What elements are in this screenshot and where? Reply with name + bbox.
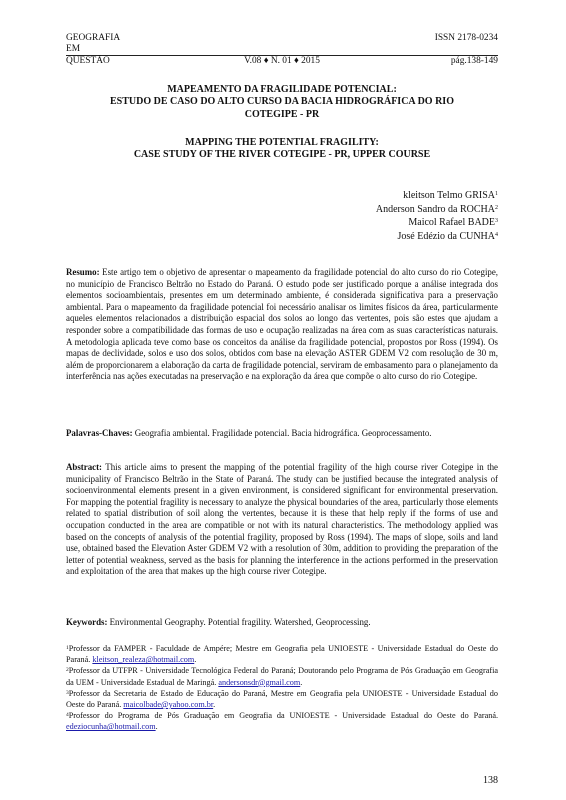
abstract-text: This article aims to present the mapping of the potential fragility of the high course river Cotegipe in the municipality of Francisco Beltrão in the State of Paraná. The study can be justified because the integrated analysis of socioenvironmental elements present in a given environment, is considered significant for environmental preservation. For mapping the potential fragility is necessary to analyze the physical boundaries of the area, particularly those elements related to spatial distribution of soil along the vertentes, because it is these that help reply if the forms of use and occupation conducted in the area are compatible or not with its natural characteristics. The methodology applied was based on the concepts of analysis of the potential fragility, proposed by Ross (1994). The maps of slope, soils and land use, obtained based the Elevation Aster GDEM V2 with a resolution of 30m, addition to providing the preparation of the letter of potential weakness, served as the basis for planning the interference in the actions performed in the preservation and exploitation of the area that makes up the high course river Cotegipe.: [66, 462, 498, 577]
resumo-label: Resumo:: [66, 267, 100, 277]
email-link[interactable]: andersonsdr@gmail.com: [218, 677, 301, 687]
volume-issue: V.08 ♦ N. 01 ♦ 2015: [244, 56, 320, 66]
footnotes: [66, 643, 498, 733]
title-en: [66, 137, 498, 162]
footnote: $^4$Professor do Programa de Pós Graduação em Geografia da UNIOESTE - Universidade Estadual do Oeste do Paraná. edeziocunha@hotmail.com.: [66, 711, 498, 732]
palavras-chaves: [66, 428, 498, 440]
footnote: $^3$Professor da Secretaria de Estado de Educação do Paraná, Mestre em Geografia pela UNIOESTE - Universidade Estadual do Oeste do Paraná. maicolbade@yahoo.com.br.: [66, 688, 498, 710]
issn: ISSN 2178-0234: [434, 33, 498, 43]
author: José Edézio da CUNHA$^4$: [397, 230, 498, 242]
title-pt: [66, 84, 498, 121]
journal-name-line2: EM: [66, 44, 81, 54]
keywords-text: Environmental Geography. Potential fragility. Watershed, Geoprocessing.: [109, 617, 371, 627]
journal-name-line3: QUESTÃO: [66, 56, 110, 66]
footnote: $^2$Professor da UTFPR - Universidade Tecnológica Federal do Paraná; Doutorando pelo Programa de Pós Graduação em Geografia da UEM - Universidade Estadual de Maringá. andersonsdr@gmail.com.: [66, 666, 498, 687]
footnote: $^1$Professor da FAMPER - Faculdade de Ampére; Mestre em Geografia pela UNIOESTE - Universidade Estadual do Oeste do Paraná. kleitson_realeza@hotmail.com.: [66, 644, 498, 665]
author: Maicol Rafael BADE$^3$: [408, 217, 498, 229]
resumo-paragraph: [66, 267, 498, 383]
palavras-label: Palavras-Chaves:: [66, 428, 133, 438]
title-en-line: CASE STUDY OF THE RIVER COTEGIPE - PR, UPPER COURSE: [133, 149, 431, 161]
resumo-text: Este artigo tem o objetivo de apresentar o mapeamento da fragilidade potencial do alto curso do rio Cotegipe, no município de Francisco Beltrão no Estado do Paraná. O estudo pode ser justificado porque a análise integrada dos elementos socioambientais, presentes em um determinado ambiente, é considerada significativa para a preservação ambiental. Para o mapeamento da fragilidade potencial foi necessário analisar os limites físicos da área, particularmente aqueles elementos relacionados a distribuição espacial dos solos ao longo das vertentes, pois são estes que ajudam a responder sobre a compatibilidade das formas de uso e ocupação realizadas na área com as suas características naturais. A metodologia aplicada teve como base os conceitos da análise da fragilidade potencial, propostos por Ross (1994). Os mapas de declividade, solos e uso dos solos, obtidos com base na elevação ASTER GDEM V2 com resolução de 30 m, além de proporcionarem a elaboração da carta de fragilidade potencial, serviram de embasamento para o planejamento da interferência nas ações executadas na preservação e na exploração da área que compõe o alto curso do rio Cotegipe.: [66, 267, 498, 382]
title-en-line: MAPPING THE POTENTIAL FRAGILITY:: [185, 137, 379, 148]
author: Anderson Sandro da ROCHA$^2$: [375, 203, 498, 215]
abstract-paragraph: [66, 462, 498, 578]
page-number: 138: [483, 775, 498, 786]
title-pt-line: MAPEAMENTO DA FRAGILIDADE POTENCIAL:: [167, 84, 397, 95]
email-link[interactable]: edeziocunha@hotmail.com: [66, 722, 156, 732]
title-pt-line: ESTUDO DE CASO DO ALTO CURSO DA BACIA HIDROGRÁFICA DO RIO: [110, 96, 454, 108]
palavras-text: Geografia ambiental. Fragilidade potencial. Bacia hidrográfica. Geoprocessamento.: [134, 428, 432, 438]
author: kleitson Telmo GRISA$^1$: [403, 190, 498, 201]
author-list: [376, 189, 498, 243]
abstract-label: Abstract:: [66, 462, 102, 472]
journal-name-line1: GEOGRAFIA: [66, 33, 121, 43]
email-link[interactable]: maicolbade@yahoo.com.br: [123, 700, 214, 710]
title-pt-line: COTEGIPE - PR: [244, 108, 320, 120]
email-link[interactable]: kleitson_realeza@hotmail.com: [92, 655, 195, 665]
keywords-label: Keywords:: [66, 617, 108, 627]
page-range: pág.138-149: [450, 56, 498, 66]
keywords: [66, 617, 498, 629]
